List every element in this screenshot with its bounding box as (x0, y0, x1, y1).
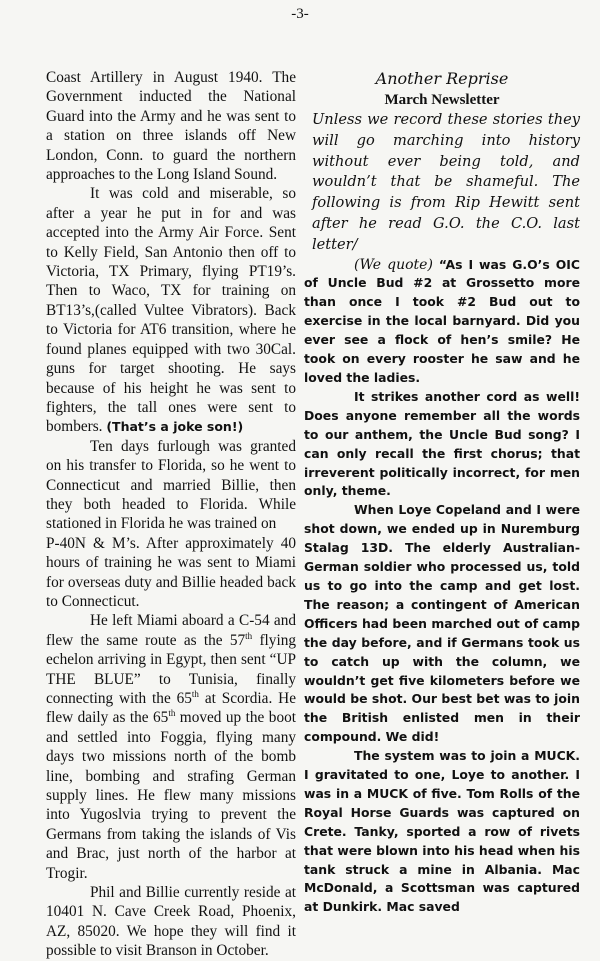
paragraph-2-text: It was cold and miserable, so after a year he put in for and was accepted into the Army Air Force. Sent to Kelly Field, San Antonio then off to Victoria, TX Primary, flying PT19’s. Then to Waco, TX for training on BT13’s,(called Vultee Vibrators). Back to Victoria for AT6 transition, where he found planes equipped with two 30Cal. guns for target shooting. He says because of his height he was sent to fighters, the tall ones were sent to bombers. (46, 185, 296, 436)
right-column (304, 68, 580, 917)
quote-paragraph (304, 256, 580, 388)
paragraph-anthem: It strikes another cord as well! Does anyone remember all the words to our anthem, the Uncle Bud song? I can only recall the first chorus; that irreverent politically incorrect, for men only, theme. (304, 388, 580, 499)
paragraph-3: Ten days furlough was granted on his transfer to Florida, so he went to Connecticut and married Billie, then they both headed to Florida. While stationed in Florida he was trained on (46, 437, 296, 533)
left-column (46, 68, 296, 961)
paragraph-5-a: He left Miami aboard a C-54 and flew the same route as the 57 (46, 612, 296, 649)
quote-lead: (We quote) (354, 256, 433, 273)
page-number: -3- (291, 6, 309, 22)
section-title: Another Reprise (375, 69, 509, 88)
paragraph-1: Coast Artillery in August 1940. The Government inducted the National Guard into the Army and he was sent to a station on three islands off New London, Conn. to guard the northern approaches to the Long Island Sound. (46, 69, 296, 184)
paragraph-stalag: When Loye Copeland and I were shot down, we ended up in Nuremburg Stalag 13D. The elderly Australian-German soldier who processed us, told us to go into the camp and get lost. The reason; a contingent of American Officers had been marched out of camp the day before, and if Germans took us to catch up with the column, we wouldn’t get five kilometers before we would be shot. Our best bet was to join the British enlisted men in their compound. We did! (304, 502, 580, 745)
paragraph-5-c: at Scordia. He flew daily as the 65 (46, 690, 296, 727)
section-subtitle: March Newsletter (384, 92, 500, 108)
paragraph-5-b: flying echelon arriving in Egypt, then sent “UP THE BLUE” to Tunisia, finally connecting with the 65 (46, 631, 296, 707)
quote-body: “As I was G.O’s OIC of Uncle Bud #2 at Grossetto more than once I took #2 Bud out to exercise in the local barnyard. Did you ever see a flock of hen’s smile? He took on every rooster he saw and he loved the ladies. (304, 256, 580, 386)
superscript: th (245, 630, 253, 641)
paragraph-4: P-40N & M’s. After approximately 40 hours of training he was sent to Miami for overseas duty and Billie headed back to Connecticut. (46, 534, 296, 610)
paragraph-2 (46, 184, 296, 436)
paragraph-5-d: moved up the boot and settled into Foggia, flying many days two missions north of the bomb line, bombing and strafing German supply lines. He flew many missions into Yugoslvia trying to prevent the Germans from taking the islands of Vis and Brac, just north of the harbor at Trogir. (46, 709, 296, 882)
joke-note: (That’s a joke son!) (106, 419, 244, 435)
superscript: th (168, 708, 176, 719)
paragraph-muck: The system was to join a MUCK. I gravitated to one, Loye to another. I was in a MUCK of five. Tom Rolls of the Royal Horse Guards was captured on Crete. Tanky, sported a row of rivets that were blown into his head when his tank struck a mine in Albania. Mac McDonald, a Scottsman was captured at Dunkirk. Mac saved (304, 748, 580, 915)
paragraph-5 (46, 611, 296, 883)
superscript: th (191, 688, 199, 699)
paragraph-6: Phil and Billie currently reside at 10401 N. Cave Creek Road, Phoenix, AZ, 85020. We hope they will find it possible to visit Branson in October. (46, 884, 296, 960)
intro-paragraph: Unless we record these stories they will go marching into history without ever being told, and wouldn’t that be shameful. The following is from Rip Hewitt sent after he read G.O. the C.O. last letter/ (312, 111, 580, 253)
